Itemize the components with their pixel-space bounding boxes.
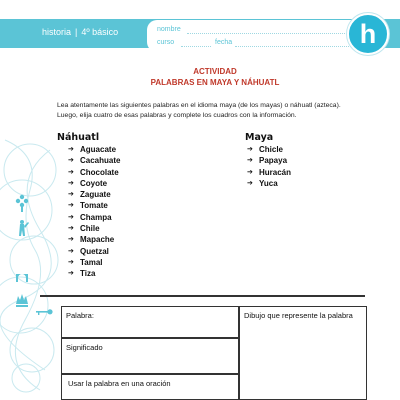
list-item: ➔ Tamal: [68, 257, 103, 267]
list-item: ➔ Tomate: [68, 201, 108, 211]
list-item: ➔ Chicle: [247, 145, 284, 154]
arrow-icon: ➔: [68, 146, 74, 153]
word-box[interactable]: [61, 306, 239, 338]
arrow-icon: ➔: [247, 146, 253, 153]
list-item: ➔ Yuca: [247, 178, 278, 188]
drawing-label: Dibujo que represente la palabra: [244, 311, 353, 320]
list-item: ➔ Papaya: [247, 156, 288, 166]
arrow-icon: ➔: [68, 202, 74, 210]
list-item: ➔ Cacahuate: [68, 156, 121, 166]
word-label: Palabra:: [66, 311, 94, 320]
logo-letter: [349, 15, 387, 53]
activity-heading: ACTIVIDAD: [193, 67, 237, 76]
nahuatl-title: Náhuatl: [57, 132, 100, 143]
arrow-icon: ➔: [68, 157, 74, 165]
list-item: ➔ Chocolate: [68, 167, 119, 177]
list-item: ➔ Zaguate: [68, 190, 111, 200]
drawing-box[interactable]: [239, 306, 367, 400]
list-item: ➔ Mapache: [68, 235, 115, 245]
meaning-box[interactable]: [61, 338, 239, 374]
arrow-icon: ➔: [68, 247, 74, 255]
instructions: [57, 101, 357, 121]
arrow-icon: ➔: [68, 168, 74, 176]
list-item: ➔ Aguacate: [68, 145, 117, 154]
arrow-icon: ➔: [68, 179, 74, 187]
student-info-fields: [147, 20, 372, 52]
subject-label: historia: [42, 27, 72, 37]
arrow-icon: ➔: [247, 168, 253, 176]
list-item: ➔ Chile: [68, 224, 100, 234]
arrow-icon: ➔: [247, 179, 253, 187]
name-field[interactable]: [187, 33, 357, 34]
statue-icon: [19, 220, 29, 236]
date-field[interactable]: [235, 46, 355, 47]
arrow-icon: ➔: [247, 157, 253, 165]
crown-icon: [16, 294, 28, 307]
maya-title: Maya: [245, 132, 274, 143]
sentence-label: Usar la palabra en una oración: [68, 379, 171, 388]
list-item: ➔ Tiza: [68, 269, 96, 279]
meaning-label: Significado: [66, 343, 103, 352]
list-item: ➔ Quetzal: [68, 246, 109, 256]
activity-subheading: PALABRAS EN MAYA Y NÁHUATL: [150, 78, 280, 87]
list-item: ➔ Huracán: [247, 167, 292, 177]
arrow-icon: ➔: [68, 213, 74, 221]
subject-header: historia | 4º básico: [42, 27, 119, 37]
course-field[interactable]: [181, 46, 211, 47]
maya-word-list: [247, 144, 291, 189]
swirl-decoration: [0, 60, 60, 400]
nahuatl-word-list: [68, 144, 120, 280]
instructions-line-2: Luego, elija cuatro de esas palabras y complete los cuadros con la información.: [57, 112, 297, 119]
arrow-icon: ➔: [68, 225, 74, 233]
grade-label: 4º básico: [81, 27, 119, 37]
arrow-icon: ➔: [68, 270, 74, 278]
sentence-box[interactable]: [61, 374, 239, 400]
arrow-icon: ➔: [68, 236, 74, 244]
arrow-icon: ➔: [68, 191, 74, 199]
key-icon: [36, 309, 53, 315]
section-divider: [40, 295, 365, 297]
list-item: ➔ Coyote: [68, 178, 108, 188]
instructions-line-1: Lea atentamente las siguientes palabras en el idioma maya (de los mayas) o náhuatl (azteca).: [57, 102, 341, 109]
date-label: fecha: [215, 39, 233, 46]
logo: [347, 13, 389, 55]
list-item: ➔ Champa: [68, 212, 112, 222]
arrow-icon: ➔: [68, 258, 74, 266]
course-label: curso: [157, 39, 175, 46]
name-label: nombre: [157, 26, 181, 33]
svg-text:h: h: [359, 19, 377, 49]
